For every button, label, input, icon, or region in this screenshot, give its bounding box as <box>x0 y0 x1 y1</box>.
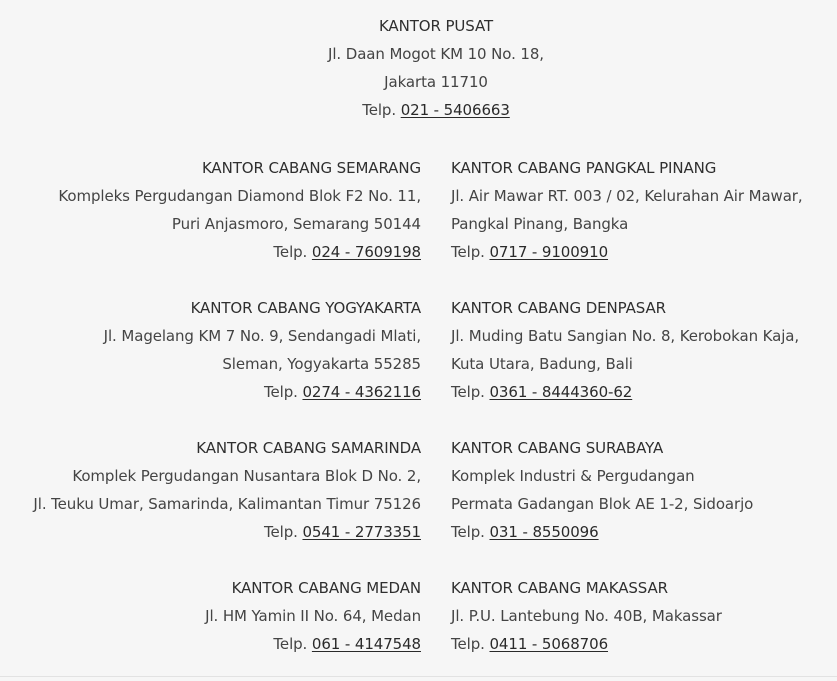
branch-denpasar <box>451 294 799 406</box>
office-address-line1: Jl. P.U. Lantebung No. 40B, Makassar <box>451 607 722 625</box>
office-address-line2: Jakarta 11710 <box>384 73 488 91</box>
office-phone-row <box>451 378 799 406</box>
office-address-line1: Kompleks Pergudangan Diamond Blok F2 No. 11, <box>58 187 421 205</box>
phone-link[interactable]: 0717 - 9100910 <box>489 243 609 261</box>
branch-surabaya <box>451 434 753 546</box>
office-phone-row <box>104 378 421 406</box>
branch-semarang <box>58 154 421 266</box>
office-address-line1: Jl. HM Yamin II No. 64, Medan <box>205 607 421 625</box>
office-title: KANTOR CABANG YOGYAKARTA <box>190 299 421 317</box>
branch-makassar <box>451 574 722 658</box>
phone-link[interactable]: 024 - 7609198 <box>311 243 421 261</box>
office-address-line1: Jl. Magelang KM 7 No. 9, Sendangadi Mlati, <box>103 327 421 345</box>
office-address-line2: Pangkal Pinang, Bangka <box>451 215 629 233</box>
office-address-line1: Jl. Muding Batu Sangian No. 8, Kerobokan Kaja, <box>451 327 800 345</box>
phone-link[interactable]: 0274 - 4362116 <box>302 383 421 401</box>
office-phone-row <box>0 96 837 124</box>
phone-link[interactable]: 031 - 8550096 <box>489 523 599 541</box>
office-title: KANTOR CABANG DENPASAR <box>451 299 666 317</box>
phone-link[interactable]: 021 - 5406663 <box>400 101 510 119</box>
office-title: KANTOR CABANG MEDAN <box>231 579 421 597</box>
office-address-line1: Komplek Industri & Pergudangan <box>451 467 695 485</box>
head-office <box>0 12 837 124</box>
branch-yogyakarta <box>104 294 421 406</box>
office-address-line1: Jl. Air Mawar RT. 003 / 02, Kelurahan Air Mawar, <box>451 187 803 205</box>
office-address-line2: Jl. Teuku Umar, Samarinda, Kalimantan Timur 75126 <box>33 495 421 513</box>
office-title: KANTOR CABANG PANGKAL PINANG <box>451 159 717 177</box>
phone-link[interactable]: 0541 - 2773351 <box>302 523 421 541</box>
office-title: KANTOR CABANG SURABAYA <box>451 439 664 457</box>
phone-label: Telp. <box>451 243 485 261</box>
office-phone-row <box>58 238 421 266</box>
phone-label: Telp. <box>273 635 308 653</box>
office-address-line2: Kuta Utara, Badung, Bali <box>451 355 633 373</box>
branch-pangkal-pinang <box>451 154 803 266</box>
phone-label: Telp. <box>263 523 298 541</box>
office-phone-row <box>451 238 803 266</box>
office-phone-row <box>205 630 421 658</box>
office-phone-row <box>33 518 421 546</box>
phone-link[interactable]: 0411 - 5068706 <box>489 635 609 653</box>
phone-label: Telp. <box>273 243 308 261</box>
phone-label: Telp. <box>263 383 298 401</box>
phone-label: Telp. <box>451 523 485 541</box>
phone-label: Telp. <box>451 635 485 653</box>
office-address-line2: Permata Gadangan Blok AE 1-2, Sidoarjo <box>451 495 754 513</box>
office-address-line1: Komplek Pergudangan Nusantara Blok D No. 2, <box>72 467 421 485</box>
office-phone-row <box>451 630 722 658</box>
phone-label: Telp. <box>362 101 397 119</box>
bottom-divider <box>0 676 837 677</box>
office-phone-row <box>451 518 753 546</box>
phone-link[interactable]: 0361 - 8444360-62 <box>489 383 633 401</box>
office-address-line1: Jl. Daan Mogot KM 10 No. 18, <box>328 45 544 63</box>
office-title: KANTOR PUSAT <box>378 17 494 35</box>
office-address-line2: Sleman, Yogyakarta 55285 <box>222 355 421 373</box>
branch-medan <box>205 574 421 658</box>
branch-samarinda <box>33 434 421 546</box>
phone-label: Telp. <box>451 383 485 401</box>
office-title: KANTOR CABANG SEMARANG <box>201 159 421 177</box>
office-title: KANTOR CABANG MAKASSAR <box>451 579 668 597</box>
office-address-line2: Puri Anjasmoro, Semarang 50144 <box>171 215 421 233</box>
office-title: KANTOR CABANG SAMARINDA <box>196 439 421 457</box>
phone-link[interactable]: 061 - 4147548 <box>311 635 421 653</box>
